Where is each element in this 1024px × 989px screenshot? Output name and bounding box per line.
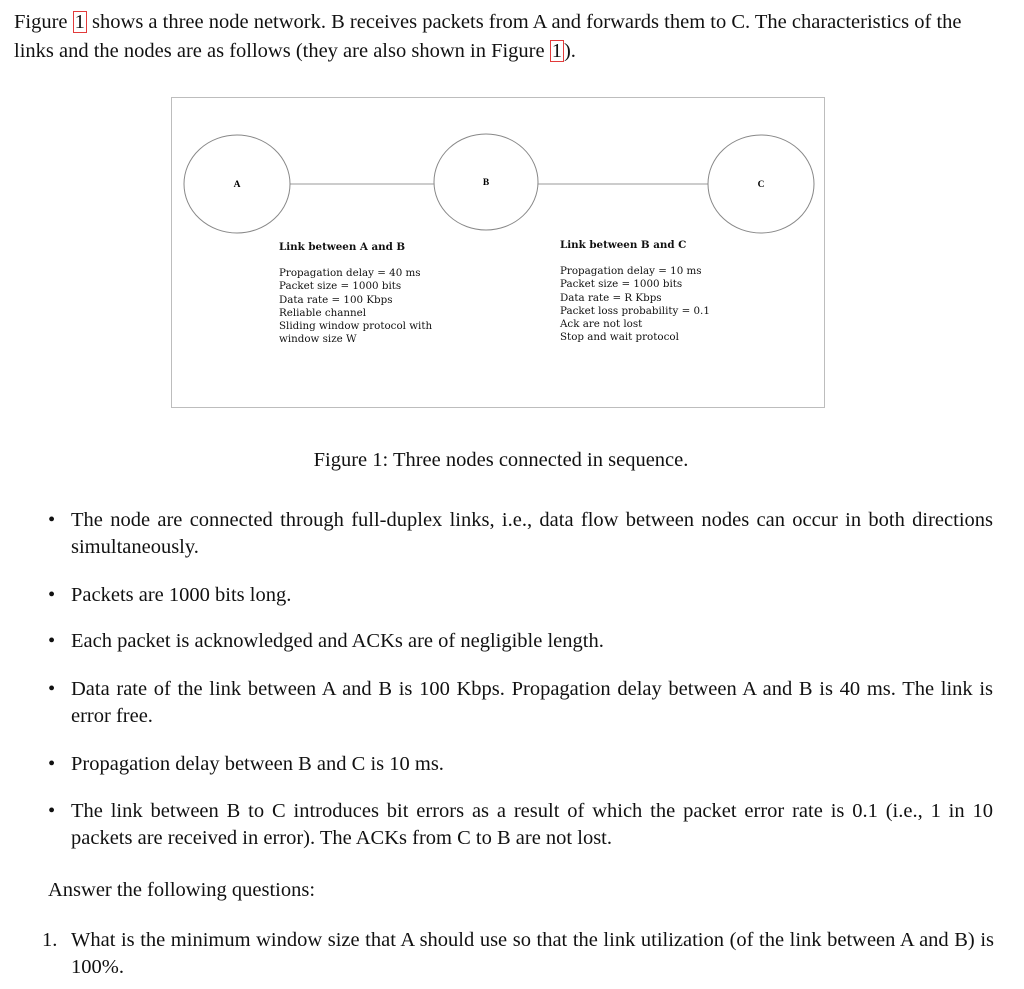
network-diagram xyxy=(172,98,826,409)
figure-ref-link[interactable]: 1 xyxy=(74,11,85,33)
bullet-dot: • xyxy=(48,630,56,652)
intro-paragraph xyxy=(14,8,996,66)
bullet-text: Each packet is acknowledged and ACKs are of negligible length. xyxy=(71,630,604,652)
link-ab-line-item: Packet size = 1000 bits xyxy=(279,280,402,293)
question-item xyxy=(42,927,994,981)
link-ab-line-item: window size W xyxy=(279,333,357,346)
intro-text-2: shows a three node network. B receives packets from A and forwards them to C. The characteristics of the links and the nodes are as follows (they are also shown in Figure xyxy=(14,11,962,62)
list-item xyxy=(48,798,993,852)
link-bc-line-item: Propagation delay = 10 ms xyxy=(560,265,702,278)
node-c-label: C xyxy=(757,180,765,190)
bullet-text: Data rate of the link between A and B is 100 Kbps. Propagation delay between A and B is 40 ms. The link is error free. xyxy=(71,678,993,727)
list-item xyxy=(48,628,993,655)
link-ab-line-item: Reliable channel xyxy=(279,306,367,319)
bullet-text: Propagation delay between B and C is 10 ms. xyxy=(71,753,444,775)
link-bc-line-item: Data rate = R Kbps xyxy=(560,291,662,304)
link-bc-line-item: Ack are not lost xyxy=(560,318,643,331)
bullet-dot: • xyxy=(48,509,56,531)
link-ab-line-item: Propagation delay = 40 ms xyxy=(279,267,421,280)
list-item xyxy=(48,582,993,609)
link-bc-line-item: Packet loss probability = 0.1 xyxy=(560,304,710,317)
list-item xyxy=(48,507,993,561)
link-ab-line-item: Sliding window protocol with xyxy=(279,320,433,333)
intro-text-3: ). xyxy=(563,40,576,62)
bullet-text: The node are connected through full-duplex links, i.e., data flow between nodes can occur in both directions simultaneously. xyxy=(71,509,993,558)
figure-ref-link[interactable]: 1 xyxy=(551,40,562,62)
answer-prompt: Answer the following questions: xyxy=(48,879,316,901)
intro-text-1: Figure xyxy=(14,11,73,33)
question-number: 1. xyxy=(42,929,58,951)
bullet-dot: • xyxy=(48,753,56,775)
bullet-text: Packets are 1000 bits long. xyxy=(71,584,292,606)
node-b-label: B xyxy=(482,178,490,188)
link-bc-line-item: Stop and wait protocol xyxy=(560,331,679,344)
network-figure xyxy=(171,97,825,408)
node-a-label: A xyxy=(233,180,241,190)
link-ab-info xyxy=(279,241,432,346)
link-bc-title: Link between B and C xyxy=(560,239,687,251)
question-text: What is the minimum window size that A should use so that the link utilization (of the link between A and B) is 100%. xyxy=(71,929,994,978)
link-ab-line-item: Data rate = 100 Kbps xyxy=(279,293,393,306)
figure-caption: Figure 1: Three nodes connected in sequence. xyxy=(313,449,689,471)
link-bc-line-item: Packet size = 1000 bits xyxy=(560,278,683,291)
list-item xyxy=(48,676,993,730)
link-ab-title: Link between A and B xyxy=(279,241,406,253)
bullet-text: The link between B to C introduces bit errors as a result of which the packet error rate is 0.1 (i.e., 1 in 10 packets are received in error). The ACKs from C to B are not lost. xyxy=(71,800,993,849)
bullet-dot: • xyxy=(48,800,56,822)
bullet-dot: • xyxy=(48,584,56,606)
bullet-dot: • xyxy=(48,678,56,700)
link-bc-info xyxy=(560,239,710,344)
list-item xyxy=(48,751,993,778)
